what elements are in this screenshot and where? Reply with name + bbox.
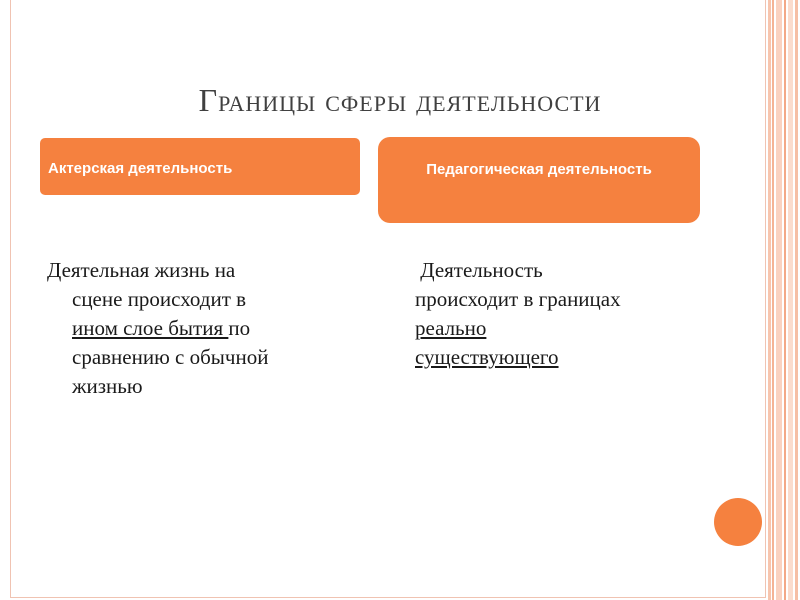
left-line-3-tail: по [228, 316, 251, 340]
right-line-1: Деятельность [415, 258, 543, 282]
left-line-3-underlined: ином слое бытия [72, 316, 229, 340]
right-line-2: происходит в границах [415, 287, 621, 311]
left-line-3 [47, 314, 367, 343]
decorative-circle [714, 498, 762, 546]
slide-title: Границы сферы деятельности [198, 82, 602, 118]
acting-activity-box [40, 138, 360, 195]
pedagogical-activity-label: Педагогическая деятельность [426, 161, 652, 178]
pedagogical-activity-box [378, 137, 700, 223]
left-line-5: жизнью [72, 374, 143, 398]
right-line-3: реально [415, 316, 487, 340]
left-line-2: сцене происходит в [72, 287, 247, 311]
left-paragraph [47, 256, 367, 401]
left-line-4: сравнению с обычной [72, 345, 269, 369]
left-line-1: Деятельная жизнь на [47, 258, 236, 282]
right-line-4: существующего [415, 345, 559, 369]
acting-activity-label: Актерская деятельность [48, 160, 233, 177]
right-paragraph [415, 256, 725, 372]
